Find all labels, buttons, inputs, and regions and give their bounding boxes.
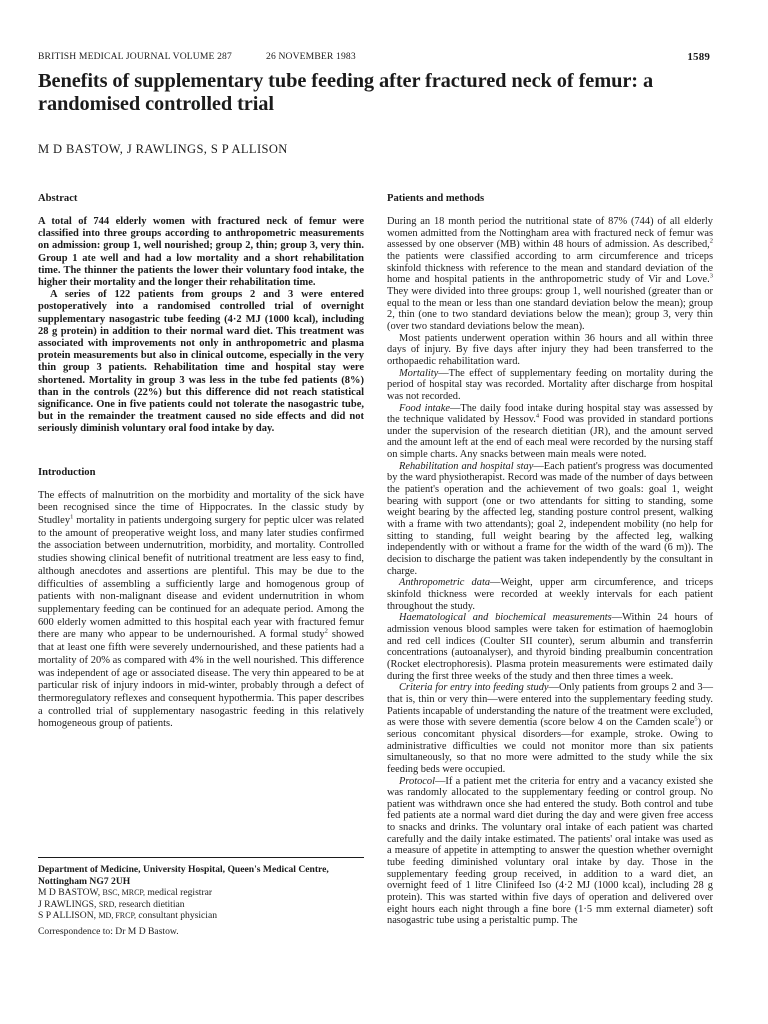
text-run: —Only patients from groups 2 and 3—that is, thin or very thin—were entered into the supplementary feeding study. Patients incapable of understanding the nature of the treatment were excluded, as were those with severe dementia (score below 4 on the Camden scale bbox=[387, 682, 713, 729]
reference-marker: 3 bbox=[709, 272, 713, 280]
staff-degrees: SRD, bbox=[98, 899, 117, 909]
department-address: Department of Medicine, University Hospital, Queen's Medical Centre, Nottingham NG7 2UH bbox=[38, 864, 329, 887]
haematological-paragraph bbox=[387, 612, 713, 682]
article-title: Benefits of supplementary tube feeding after fractured neck of femur: a randomised controlled trial bbox=[38, 70, 654, 115]
staff-role: research dietitian bbox=[118, 898, 185, 910]
methods-paragraph bbox=[387, 216, 713, 333]
text-run: mortality in patients undergoing surgery for peptic ulcer was related to the amount of preoperative weight loss, and many later studies confirmed the association between undernutrition, morbidity, and mortality. Controlled studies showing clinical benefit of nutritional treatment are less easy to find, although anecdotes and assertions are plentiful. This may be due to the difficulties of assembling a sufficiently large and homogenous group of patients with non-malignant disease and evident undernutrition in whom supplementary feeding can be continued for an adequate period. Among the 600 elderly women admitted to this hospital each year with fractured femur there are many who appear to be undernourished. A formal study bbox=[38, 515, 364, 641]
text-run: During an 18 month period the nutritional state of 87% (744) of all elderly women admitted from the Nottingham area with fractured neck of femur was assessed by one observer (MB) within 48 hours of admission. As described, bbox=[387, 216, 713, 251]
text-run: The effects of malnutrition on the morbidity and mortality of the sick have been recognised since the time of Hippocrates. In the classic study by Studley bbox=[38, 489, 364, 527]
left-column bbox=[38, 192, 364, 731]
staff-line bbox=[38, 887, 364, 899]
text-run: —Each patient's progress was documented by the ward physiotherapist. Record was made of the number of days between the patient's operation and the achievement of two goals: goal 1, weight bearing with support (one or two attendants for sitting to standing, some weight bearing by the affected leg, standing posture control present, walking with a frame with two attendants); goal 2, independent mobility (no help for sitting to standing, full weight bearing by the affected leg, walking independently with or without a frame for the width of the ward (6 m)). The decision to discharge the patient was taken independently by the consultant in charge. bbox=[387, 460, 713, 577]
staff-degrees: MD, FRCP, bbox=[98, 911, 137, 921]
introduction-heading: Introduction bbox=[38, 466, 96, 478]
correspondence-note: Correspondence to: Dr M D Bastow. bbox=[38, 925, 179, 937]
rehabilitation-paragraph bbox=[387, 461, 713, 578]
text-run: the patients were classified according to arm circumference and triceps skinfold thickness with reference to the mean and standard deviation of the home and hospital patients in the anthropometric study of Vir and Love. bbox=[387, 250, 713, 286]
staff-role: consultant physician bbox=[138, 910, 218, 922]
subsection-label: Anthropometric data bbox=[399, 577, 491, 589]
subsection-label: Haematological and biochemical measurements bbox=[399, 612, 612, 624]
author-line: M D BASTOW, J RAWLINGS, S P ALLISON bbox=[38, 142, 288, 156]
subsection-label: Criteria for entry into feeding study bbox=[399, 682, 549, 694]
criteria-paragraph bbox=[387, 682, 713, 775]
text-run: —Within 24 hours of admission venous blood samples were taken for estimation of haemoglobin and red cell indices (Coulter SII counter), serum albumin and transferrin concentrations (autoanalyser), and thyroid binding prealbumin concentration (Rocket electrophoresis). Plasma protein measurements were estimated daily during the first three weeks of the study and then three times a week. bbox=[387, 612, 713, 682]
text-run: showed that at least one fifth were severely undernourished, and these patients had a mortality of 20% as compared with 4% in the well nourished. This difference was independent of age or associated disease. The very thin appeared to be at particular risk of injury indoors in mid-winter, probably through a defect of thermoregulatory reflexes and consequent hypothermia. This paper describes a controlled trial of supplementary nasogastric feeding in this relatively homogeneous group of patients. bbox=[38, 629, 364, 730]
running-head bbox=[38, 51, 710, 65]
subsection-label: Mortality bbox=[399, 367, 439, 379]
protocol-paragraph bbox=[387, 776, 713, 928]
staff-name: J RAWLINGS, bbox=[38, 898, 97, 910]
methods-paragraph: Most patients underwent operation within 36 hours and all within three days of injury. By five days after injury they had been transferred to the orthopaedic rehabilitation ward. bbox=[387, 332, 713, 367]
staff-name: M D BASTOW, bbox=[38, 887, 101, 899]
affiliation-footnote bbox=[38, 857, 364, 947]
introduction-paragraph bbox=[38, 490, 364, 731]
introduction-body bbox=[38, 490, 364, 731]
text-run: —If a patient met the criteria for entry and a vacancy existed she was randomly allocated to the supplementary feeding or control group. No patient was withdrawn once she had entered the study. Both control and tube fed patients ate a normal ward diet during the day and were given free access to snacks and drinks. The voluntary oral intake of each patient was charted carefully and the daily intake estimated. The patients' oral intake was used as a measure of appetite in attempting to answer the question whether overnight tube feeding diminished voluntary oral intake by day. Those in the supplementary feeding group received, in addition to a ward diet, an overnight feed of 1 litre Clinifeed Iso (4·2 MJ (1000 kcal), including 28 g protein). This was started within five days of operation and delivered over eight hours each night through a fine bore (1·5 mm external diameter) soft nasogastric tube using a peristaltic pump. The bbox=[387, 775, 713, 927]
staff-role: medical registrar bbox=[147, 887, 213, 899]
subsection-label: Protocol bbox=[399, 775, 435, 787]
staff-line bbox=[38, 899, 364, 911]
anthropometric-paragraph bbox=[387, 577, 713, 612]
reference-marker: 2 bbox=[324, 627, 328, 635]
staff-line bbox=[38, 910, 364, 922]
staff-name: S P ALLISON, bbox=[38, 910, 97, 922]
journal-name: BRITISH MEDICAL JOURNAL VOLUME 287 bbox=[38, 51, 232, 62]
reference-marker: 2 bbox=[709, 237, 713, 245]
text-run: ) or serious concomitant physical disorders—for example, stroke. Owing to administrative difficulties we could not monitor more than six patients simultaneously, so that no more were admitted to the study while the six feeding beds were occupied. bbox=[387, 717, 713, 775]
abstract-paragraph: A series of 122 patients from groups 2 and 3 were entered postoperatively into a randomised controlled trial of overnight supplementary nasogastric tube feeding (4·2 MJ (1000 kcal), including 28 g protein) in addition to their normal ward diet. This treatment was associated with improvements not only in anthropometric and plasma protein measurements but also in clinical outcome, especially in the very thin group 3 patients. Rehabilitation time and hospital stay were shortened. Mortality in group 3 was less in the tube fed patients (8%) than in the controls (22%) but this difference did not reach statistical significance. One in five patients could not tolerate the nasogastric tube, but in the remainder the treatment caused no side effects and did not seriously diminish voluntary oral food intake by day. bbox=[38, 289, 364, 435]
reference-marker: 5 bbox=[694, 715, 698, 723]
reference-marker: 1 bbox=[70, 513, 74, 521]
page-number: 1589 bbox=[687, 51, 710, 63]
abstract-heading: Abstract bbox=[38, 193, 78, 204]
food-intake-paragraph bbox=[387, 403, 713, 461]
subsection-label: Food intake bbox=[399, 402, 450, 414]
right-column bbox=[387, 192, 713, 927]
text-run: Food was provided in standard portions under the supervision of the research dietitian (JR), and the amount served and the amount left at the end of each meal were recorded by the nursing staff on simple charts. Any snacks between main meals were noted. bbox=[387, 414, 713, 461]
abstract-body bbox=[38, 216, 364, 436]
issue-date: 26 NOVEMBER 1983 bbox=[266, 51, 356, 62]
text-run: —Weight, upper arm circumference, and triceps skinfold thickness were recorded at weekly intervals for each patient throughout the study. bbox=[387, 577, 713, 612]
abstract-paragraph: A total of 744 elderly women with fractured neck of femur were classified into three groups according to anthropometric measurements on admission: group 1, well nourished; group 2, thin; group 3, very thin. Group 1 ate well and had a low mortality and a short rehabilitation time. The thinner the patients the lower their voluntary food intake, the higher their mortality and the longer their rehabilitation time. bbox=[38, 216, 364, 289]
text-run: —The daily food intake during hospital stay was assessed by the technique validated by Hessov. bbox=[387, 402, 713, 426]
reference-marker: 4 bbox=[535, 412, 540, 420]
text-run: —The effect of supplementary feeding on mortality during the period of hospital stay was recorded. Mortality after discharge from hospital was not recorded. bbox=[387, 367, 713, 402]
methods-body bbox=[387, 216, 713, 927]
mortality-paragraph bbox=[387, 368, 713, 403]
text-run: They were divided into three groups: group 1, well nourished (greater than or equal to the mean or less than one standard deviation below the mean); group 2, thin (one to two standard deviations below the mean); group 3, very thin (over two standard deviations below the mean). bbox=[387, 285, 713, 332]
subsection-label: Rehabilitation and hospital stay bbox=[399, 460, 534, 472]
staff-degrees: BSC, MRCP, bbox=[102, 888, 145, 898]
methods-heading: Patients and methods bbox=[387, 193, 485, 204]
